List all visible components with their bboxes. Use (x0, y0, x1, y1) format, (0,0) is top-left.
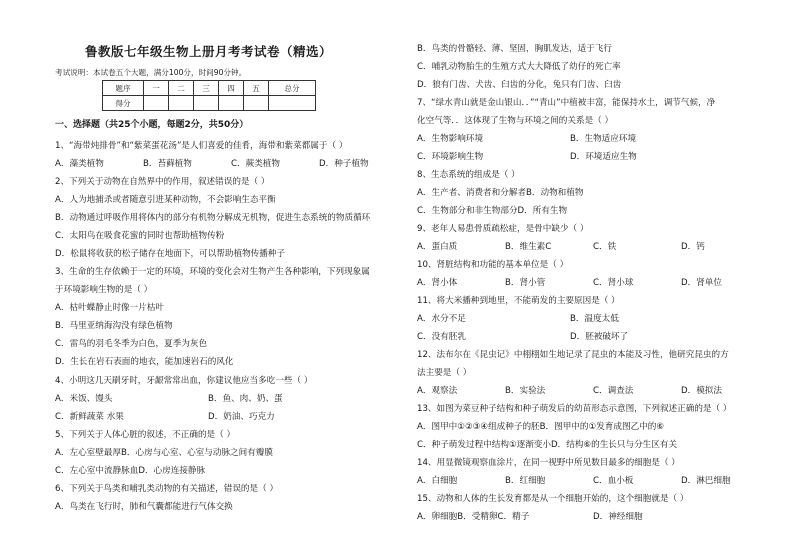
option[interactable]: D．生长在岩石表面的地衣，能加速岩石的风化 (55, 357, 234, 367)
option[interactable]: D．神经细胞 (593, 512, 643, 522)
option[interactable]: C．生物部分和非生物部分D．所有生物 (417, 206, 568, 216)
question-10: 10、肾脏结构和功能的基本单位是（ ） (417, 260, 569, 270)
option[interactable]: A．蛋白质 (417, 242, 458, 252)
score-row-label: 得分 (103, 96, 144, 111)
question-15: 15、动物和人体的生长发育都是从一个细胞开始的，这个细胞就是（ ） (417, 494, 689, 504)
option[interactable]: D．胚被破坏了 (570, 332, 629, 342)
question-14: 14、用显微镜观察血涂片，在同一视野中所见数目最多的细胞是（ ） (417, 458, 680, 468)
question-2: 2、下列关于动物在自然界中的作用，叙述错误的是（ ） (55, 177, 270, 187)
option[interactable]: A．枯叶蝶静止时像一片枯叶 (55, 303, 165, 313)
score-cell[interactable] (269, 96, 316, 111)
option[interactable]: B．生物适应环境 (570, 134, 637, 144)
option[interactable]: B．马里亚纳海沟没有绿色植物 (55, 321, 173, 331)
option[interactable]: B．实验法 (505, 386, 546, 396)
option[interactable]: A．观察法 (417, 386, 458, 396)
option[interactable]: A．米饭、馒头 (55, 394, 113, 404)
question-4: 4、小明这几天刷牙时，牙龈常常出血，你建议他应当多吃一些（ ） (55, 376, 313, 386)
exam-instructions: 考试说明：本试卷五个大题，满分100分，时间90分钟。 (55, 68, 247, 77)
option[interactable]: C．太阳鸟在吸食花蜜的同时也帮助植物传粉 (55, 231, 225, 241)
option[interactable]: C．雷鸟的羽毛冬季为白色，夏季为灰色 (55, 339, 208, 349)
option[interactable]: B．鱼、肉、奶、蛋 (208, 394, 283, 404)
option[interactable]: C．蕨类植物 (231, 159, 280, 169)
option[interactable]: B．动物通过呼吸作用将体内的部分有机物分解成无机物，促进生态系统的物质循环 (55, 213, 371, 223)
option[interactable]: A．白细胞 (417, 476, 458, 486)
score-table-header: 三 (194, 81, 219, 96)
option[interactable]: A．水分不足 (417, 314, 466, 324)
option[interactable]: C．铁 (593, 242, 617, 252)
question-7-line2: 化空气等．．这体现了生物与环境之间的关系是（ ） (417, 116, 614, 126)
question-11: 11、将大米播种到地里，不能萌发的主要原因是（ ） (417, 296, 620, 306)
option[interactable]: D．环境适应生物 (570, 152, 637, 162)
option[interactable]: A．人为地捕杀或者随意引进某种动物，不会影响生态平衡 (55, 195, 276, 205)
option[interactable]: D．模拟法 (681, 386, 722, 396)
option[interactable]: D．钙 (681, 242, 705, 252)
option[interactable]: A．卵细胞B．受精卵C．精子 (417, 512, 530, 522)
option[interactable]: D．肾单位 (681, 278, 722, 288)
question-1: 1、“海带炖排骨”和“紫菜蛋花汤”是人们喜爱的佳肴，海带和紫菜都属于（ ） (55, 141, 348, 151)
question-9: 9、老年人易患骨质疏松症，是骨中缺少（ ） (417, 224, 589, 234)
option[interactable]: A．左心室壁最厚B．心房与心室、心室与动脉之间有瓣膜 (55, 448, 274, 458)
exam-title: 鲁教版七年级生物上册月考考试卷（精选） (85, 44, 333, 59)
option[interactable]: A．图甲中①②③④组成种子的胚B．图甲中的①发育成图乙中的⑥ (417, 422, 665, 432)
option[interactable]: C．没有胚乳 (417, 332, 466, 342)
question-3-line2: 于环境影响生物的是（ ） (55, 285, 153, 295)
option[interactable]: B．红细胞 (505, 476, 546, 486)
option[interactable]: C．肾小球 (593, 278, 634, 288)
option[interactable]: A．藻类植物 (55, 159, 104, 169)
section-heading: 一、选择题（共25个小题，每题2分，共50分） (55, 120, 249, 130)
score-cell[interactable] (144, 96, 169, 111)
option[interactable]: B．肾小管 (505, 278, 546, 288)
score-table-score-row (103, 96, 316, 111)
option[interactable]: B．苔藓植物 (143, 159, 192, 169)
score-table-header: 题序 (103, 81, 144, 96)
option[interactable]: B．维生素C (505, 242, 552, 252)
option[interactable]: D．种子植物 (319, 159, 369, 169)
option[interactable]: A．肾小体 (417, 278, 458, 288)
option[interactable]: D．奶油、巧克力 (208, 412, 275, 422)
option[interactable]: A．生物影响环境 (417, 134, 484, 144)
question-13: 13、如图为菜豆种子结构和种子萌发后的幼苗形态示意图，下列叙述正确的是（ ） (417, 404, 732, 414)
question-6: 6、下列关于鸟类和哺乳类动物的有关描述，错误的是（ ） (55, 484, 279, 494)
question-3-line1: 3、生命的生存依赖于一定的环境，环境的变化会对生物产生各种影响，下列现象属 (55, 267, 370, 277)
score-table (102, 80, 316, 111)
option[interactable]: D．松鼠将收获的松子储存在地面下，可以帮助植物传播种子 (55, 249, 286, 259)
option[interactable]: C．哺乳动物胎生的生殖方式大大降低了幼仔的死亡率 (417, 62, 621, 72)
score-table-header: 二 (169, 81, 194, 96)
option[interactable]: C．血小板 (593, 476, 634, 486)
score-table-header-row (103, 81, 316, 96)
option[interactable]: B．温度太低 (570, 314, 619, 324)
option[interactable]: A．鸟类在飞行时，肺和气囊都能进行气体交换 (55, 502, 233, 512)
option[interactable]: C．种子萌发过程中结构①逐渐变小D．结构⑥的生长只与分生区有关 (417, 440, 678, 450)
score-cell[interactable] (169, 96, 194, 111)
question-8: 8、生态系统的组成是（ ） (417, 170, 520, 180)
question-7-line1: 7、“绿水青山就是金山银山．．”“青山”中植被丰富，能保持水土，调节气候，净 (417, 98, 716, 108)
option[interactable]: C．左心室中流静脉血D．心房连接静脉 (55, 466, 206, 476)
question-5: 5、下列关于人体心脏的叙述，不正确的是（ ） (55, 430, 236, 440)
option[interactable]: C．调查法 (593, 386, 634, 396)
option[interactable]: D．淋巴细胞 (681, 476, 731, 486)
score-cell[interactable] (219, 96, 244, 111)
option[interactable]: C．环境影响生物 (417, 152, 484, 162)
score-cell[interactable] (244, 96, 269, 111)
score-table-header: 四 (219, 81, 244, 96)
score-table-header: 总分 (269, 81, 316, 96)
question-12-line1: 12、法布尔在《昆虫记》中栩栩如生地记录了昆虫的本能及习性，他研究昆虫的方 (417, 350, 729, 360)
score-cell[interactable] (194, 96, 219, 111)
option[interactable]: B．鸟类的骨骼轻、薄、坚固，胸肌发达，适于飞行 (417, 44, 612, 54)
score-table-header: 一 (144, 81, 169, 96)
option[interactable]: D．狼有门齿、犬齿、臼齿的分化，兔只有门齿、臼齿 (417, 80, 622, 90)
option[interactable]: A．生产者、消费者和分解者B．动物和植物 (417, 188, 584, 198)
score-table-header: 五 (244, 81, 269, 96)
option[interactable]: C．新鲜蔬菜 水果 (55, 412, 124, 422)
question-12-line2: 法主要是（ ） (417, 368, 472, 378)
